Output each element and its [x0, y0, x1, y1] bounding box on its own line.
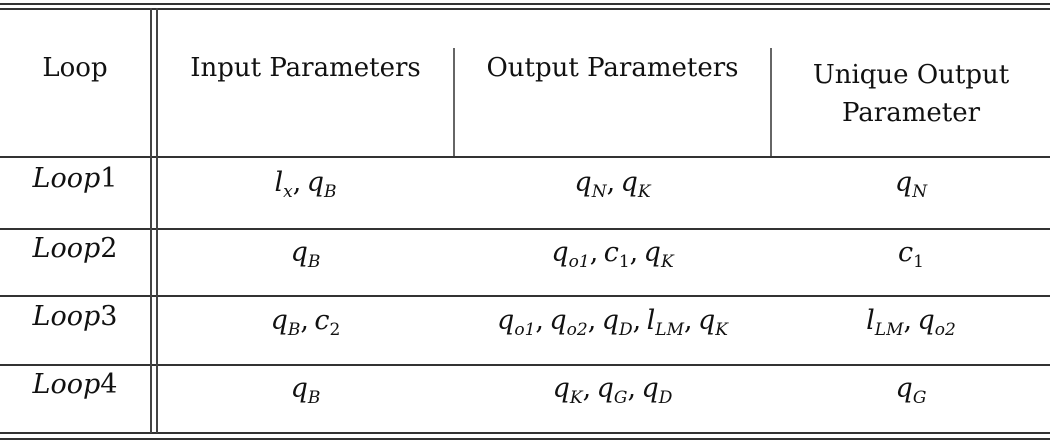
row-1-unique	[772, 162, 1050, 204]
math-term: $q_B$	[290, 237, 321, 272]
row-2-input	[158, 232, 453, 274]
header-output-label: Output Parameters	[486, 53, 739, 83]
row-1-loop	[0, 158, 150, 200]
math-term: $q_N$	[894, 167, 928, 202]
math-term: $q_D$	[641, 373, 673, 408]
row-3-loop	[0, 296, 150, 338]
math-term: $c_1$	[603, 237, 630, 272]
math-term: $q_K$	[620, 167, 651, 202]
row-3-output: $q_{o1}$ , $q_{o2}$ , $q_D$ , $l_{LM}$ , $q_K$	[455, 300, 770, 342]
header-loop	[0, 10, 150, 126]
header-output	[455, 10, 770, 126]
row-2-loop-num: 2	[100, 233, 118, 264]
row-3-unique: $l_{LM}$ , $q_{o2}$	[772, 300, 1050, 342]
row-1-output: $q_N$ , $q_K$	[455, 162, 770, 204]
top-rule-1	[0, 3, 1050, 5]
math-term: $q_G$	[895, 373, 927, 408]
math-term: $q_D$	[601, 305, 633, 340]
header-input-label: Input Parameters	[190, 53, 421, 83]
math-term: $q_K$	[643, 237, 674, 272]
math-term: $q_{o2}$	[549, 305, 588, 340]
header-unique-line2: Parameter	[841, 98, 981, 128]
math-term: $q_K$	[697, 305, 728, 340]
row-2-loop-base: Loop	[32, 233, 101, 264]
row-2-output: $q_{o1}$ , $c_1$ , $q_K$	[455, 232, 770, 274]
row-3-input: $q_B$ , $c_2$	[158, 300, 453, 342]
math-term: $c_2$	[314, 305, 341, 340]
math-term: $l_{LM}$	[866, 305, 904, 340]
row-1-input: $l_x$ , $q_B$	[158, 162, 453, 204]
math-term: $l_{LM}$	[646, 305, 684, 340]
header-unique-line1: Unique Output	[812, 60, 1010, 90]
math-term: $q_K$	[552, 373, 583, 408]
col-rule-double-1	[150, 8, 152, 433]
row-4-unique	[772, 368, 1050, 410]
header-loop-label: Loop	[42, 53, 108, 83]
math-term: $q_N$	[574, 167, 607, 202]
header-input	[158, 10, 453, 126]
math-term: $l_x$	[274, 167, 293, 202]
math-term: $q_{o2}$	[917, 305, 956, 340]
row-4-loop-num: 4	[100, 369, 118, 400]
math-term: $q_B$	[270, 305, 301, 340]
row-1-loop-base: Loop	[32, 163, 101, 194]
row-4-input	[158, 368, 453, 410]
row-4-output: $q_K$ , $q_G$ , $q_D$	[455, 368, 770, 410]
row-2-loop	[0, 228, 150, 270]
math-term: $c_1$	[898, 237, 924, 272]
row-1-loop-num: 1	[100, 163, 118, 194]
math-term: $q_{o1}$	[497, 305, 536, 340]
bottom-rule-2	[0, 438, 1050, 440]
math-term: $q_G$	[596, 373, 628, 408]
math-term: $q_{o1}$	[551, 237, 590, 272]
row-4-loop	[0, 364, 150, 406]
row-2-unique	[772, 232, 1050, 274]
math-term: $q_B$	[306, 167, 337, 202]
row-3-loop-num: 3	[100, 301, 118, 332]
math-term: $q_B$	[290, 373, 321, 408]
header-unique	[772, 46, 1050, 142]
row-4-loop-base: Loop	[32, 369, 101, 400]
row-3-loop-base: Loop	[32, 301, 101, 332]
